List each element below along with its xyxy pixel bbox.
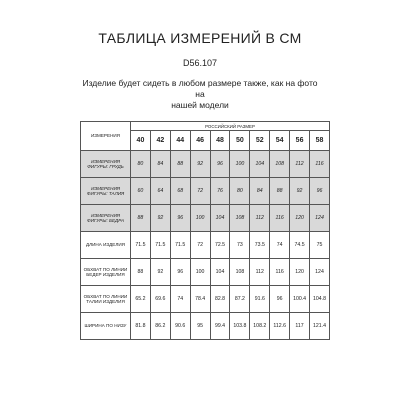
row-label: ИЗМЕРЕНИЯ ФИГУРЫ: ТАЛИЯ [81,178,131,205]
table-cell: 112 [250,205,270,232]
table-cell: 96 [210,151,230,178]
table-cell: 116 [310,151,330,178]
group-header: РОССИЙСКИЙ РАЗМЕР [131,122,330,131]
table-row [81,259,330,286]
size-cell: 58 [310,131,330,151]
size-cell: 50 [230,131,250,151]
table-cell: 74 [170,286,190,313]
table-cell: 103.8 [230,313,250,340]
table-cell: 104.8 [310,286,330,313]
table-cell: 116 [270,259,290,286]
table-cell: 112.6 [270,313,290,340]
table-cell: 73 [230,232,250,259]
table-cell: 84 [250,178,270,205]
table-cell: 104 [250,151,270,178]
size-cell: 46 [190,131,210,151]
table-cell: 72.5 [210,232,230,259]
table-cell: 104 [210,205,230,232]
table-cell: 96 [170,259,190,286]
table-cell: 74.5 [290,232,310,259]
table-cell: 87.2 [230,286,250,313]
table-cell: 82.8 [210,286,230,313]
table-cell: 75 [310,232,330,259]
table-cell: 100.4 [290,286,310,313]
row-label: ШИРИНА ПО НИЗУ [81,313,131,340]
table-cell: 60 [131,178,151,205]
table-cell: 71.5 [131,232,151,259]
table-cell: 92 [290,178,310,205]
table-cell: 68 [170,178,190,205]
fit-note-line-2: нашей модели [171,100,229,110]
table-cell: 96 [310,178,330,205]
table-cell: 86.2 [150,313,170,340]
table-cell: 80 [230,178,250,205]
table-cell: 76 [210,178,230,205]
table-row [81,313,330,340]
table-cell: 121.4 [310,313,330,340]
table-cell: 99.4 [210,313,230,340]
table-cell: 90.6 [170,313,190,340]
table-cell: 95 [190,313,210,340]
table-cell: 88 [131,205,151,232]
table-cell: 92 [150,259,170,286]
row-label: ИЗМЕРЕНИЯ ФИГУРЫ: ГРУДЬ [81,151,131,178]
row-label: ОБХВАТ ПО ЛИНИИ ТАЛИИ ИЗДЕЛИЯ [81,286,131,313]
size-cell: 44 [170,131,190,151]
table-cell: 120 [290,259,310,286]
table-cell: 72 [190,232,210,259]
page-title: ТАБЛИЦА ИЗМЕРЕНИЙ В СМ [98,30,302,46]
table-cell: 100 [190,259,210,286]
table-cell: 64 [150,178,170,205]
row-label: ОБХВАТ ПО ЛИНИИ БЕДЕР ИЗДЕЛИЯ [81,259,131,286]
table-row [81,205,330,232]
article-code: D56.107 [182,58,218,68]
table-cell: 112 [250,259,270,286]
table-cell: 108 [230,205,250,232]
table-row [81,151,330,178]
size-cell: 40 [131,131,151,151]
table-cell: 108 [270,151,290,178]
table-cell: 92 [190,151,210,178]
table-cell: 69.6 [150,286,170,313]
size-cell: 56 [290,131,310,151]
table-cell: 81.8 [131,313,151,340]
table-cell: 72 [190,178,210,205]
table-cell: 100 [230,151,250,178]
fit-note-line-1: Изделие будет сидеть в любом размере также, как на фото на [82,78,318,99]
table-cell: 91.6 [250,286,270,313]
table-row [81,178,330,205]
table-cell: 108.2 [250,313,270,340]
table-cell: 78.4 [190,286,210,313]
table-cell: 124 [310,205,330,232]
table-cell: 117 [290,313,310,340]
table-cell: 92 [150,205,170,232]
table-cell: 88 [170,151,190,178]
size-table [80,121,330,340]
size-cell: 42 [150,131,170,151]
row-label: ДЛИНА ИЗДЕЛИЯ [81,232,131,259]
table-cell: 96 [170,205,190,232]
group-header-row [81,122,330,131]
size-label-cell: ИЗМЕРЕНИЯ [81,122,131,151]
table-cell: 88 [131,259,151,286]
size-cell: 48 [210,131,230,151]
table-cell: 71.5 [170,232,190,259]
table-cell: 80 [131,151,151,178]
size-cell: 52 [250,131,270,151]
table-cell: 104 [210,259,230,286]
table-cell: 100 [190,205,210,232]
table-cell: 73.5 [250,232,270,259]
table-cell: 71.5 [150,232,170,259]
table-cell: 84 [150,151,170,178]
row-label: ИЗМЕРЕНИЯ ФИГУРЫ: БЕДРА [81,205,131,232]
table-cell: 96 [270,286,290,313]
size-cell: 54 [270,131,290,151]
table-cell: 116 [270,205,290,232]
table-row [81,232,330,259]
table-cell: 88 [270,178,290,205]
table-cell: 74 [270,232,290,259]
table-cell: 124 [310,259,330,286]
table-cell: 112 [290,151,310,178]
table-cell: 65.2 [131,286,151,313]
table-cell: 120 [290,205,310,232]
table-cell: 108 [230,259,250,286]
table-row [81,286,330,313]
fit-note [80,78,320,111]
